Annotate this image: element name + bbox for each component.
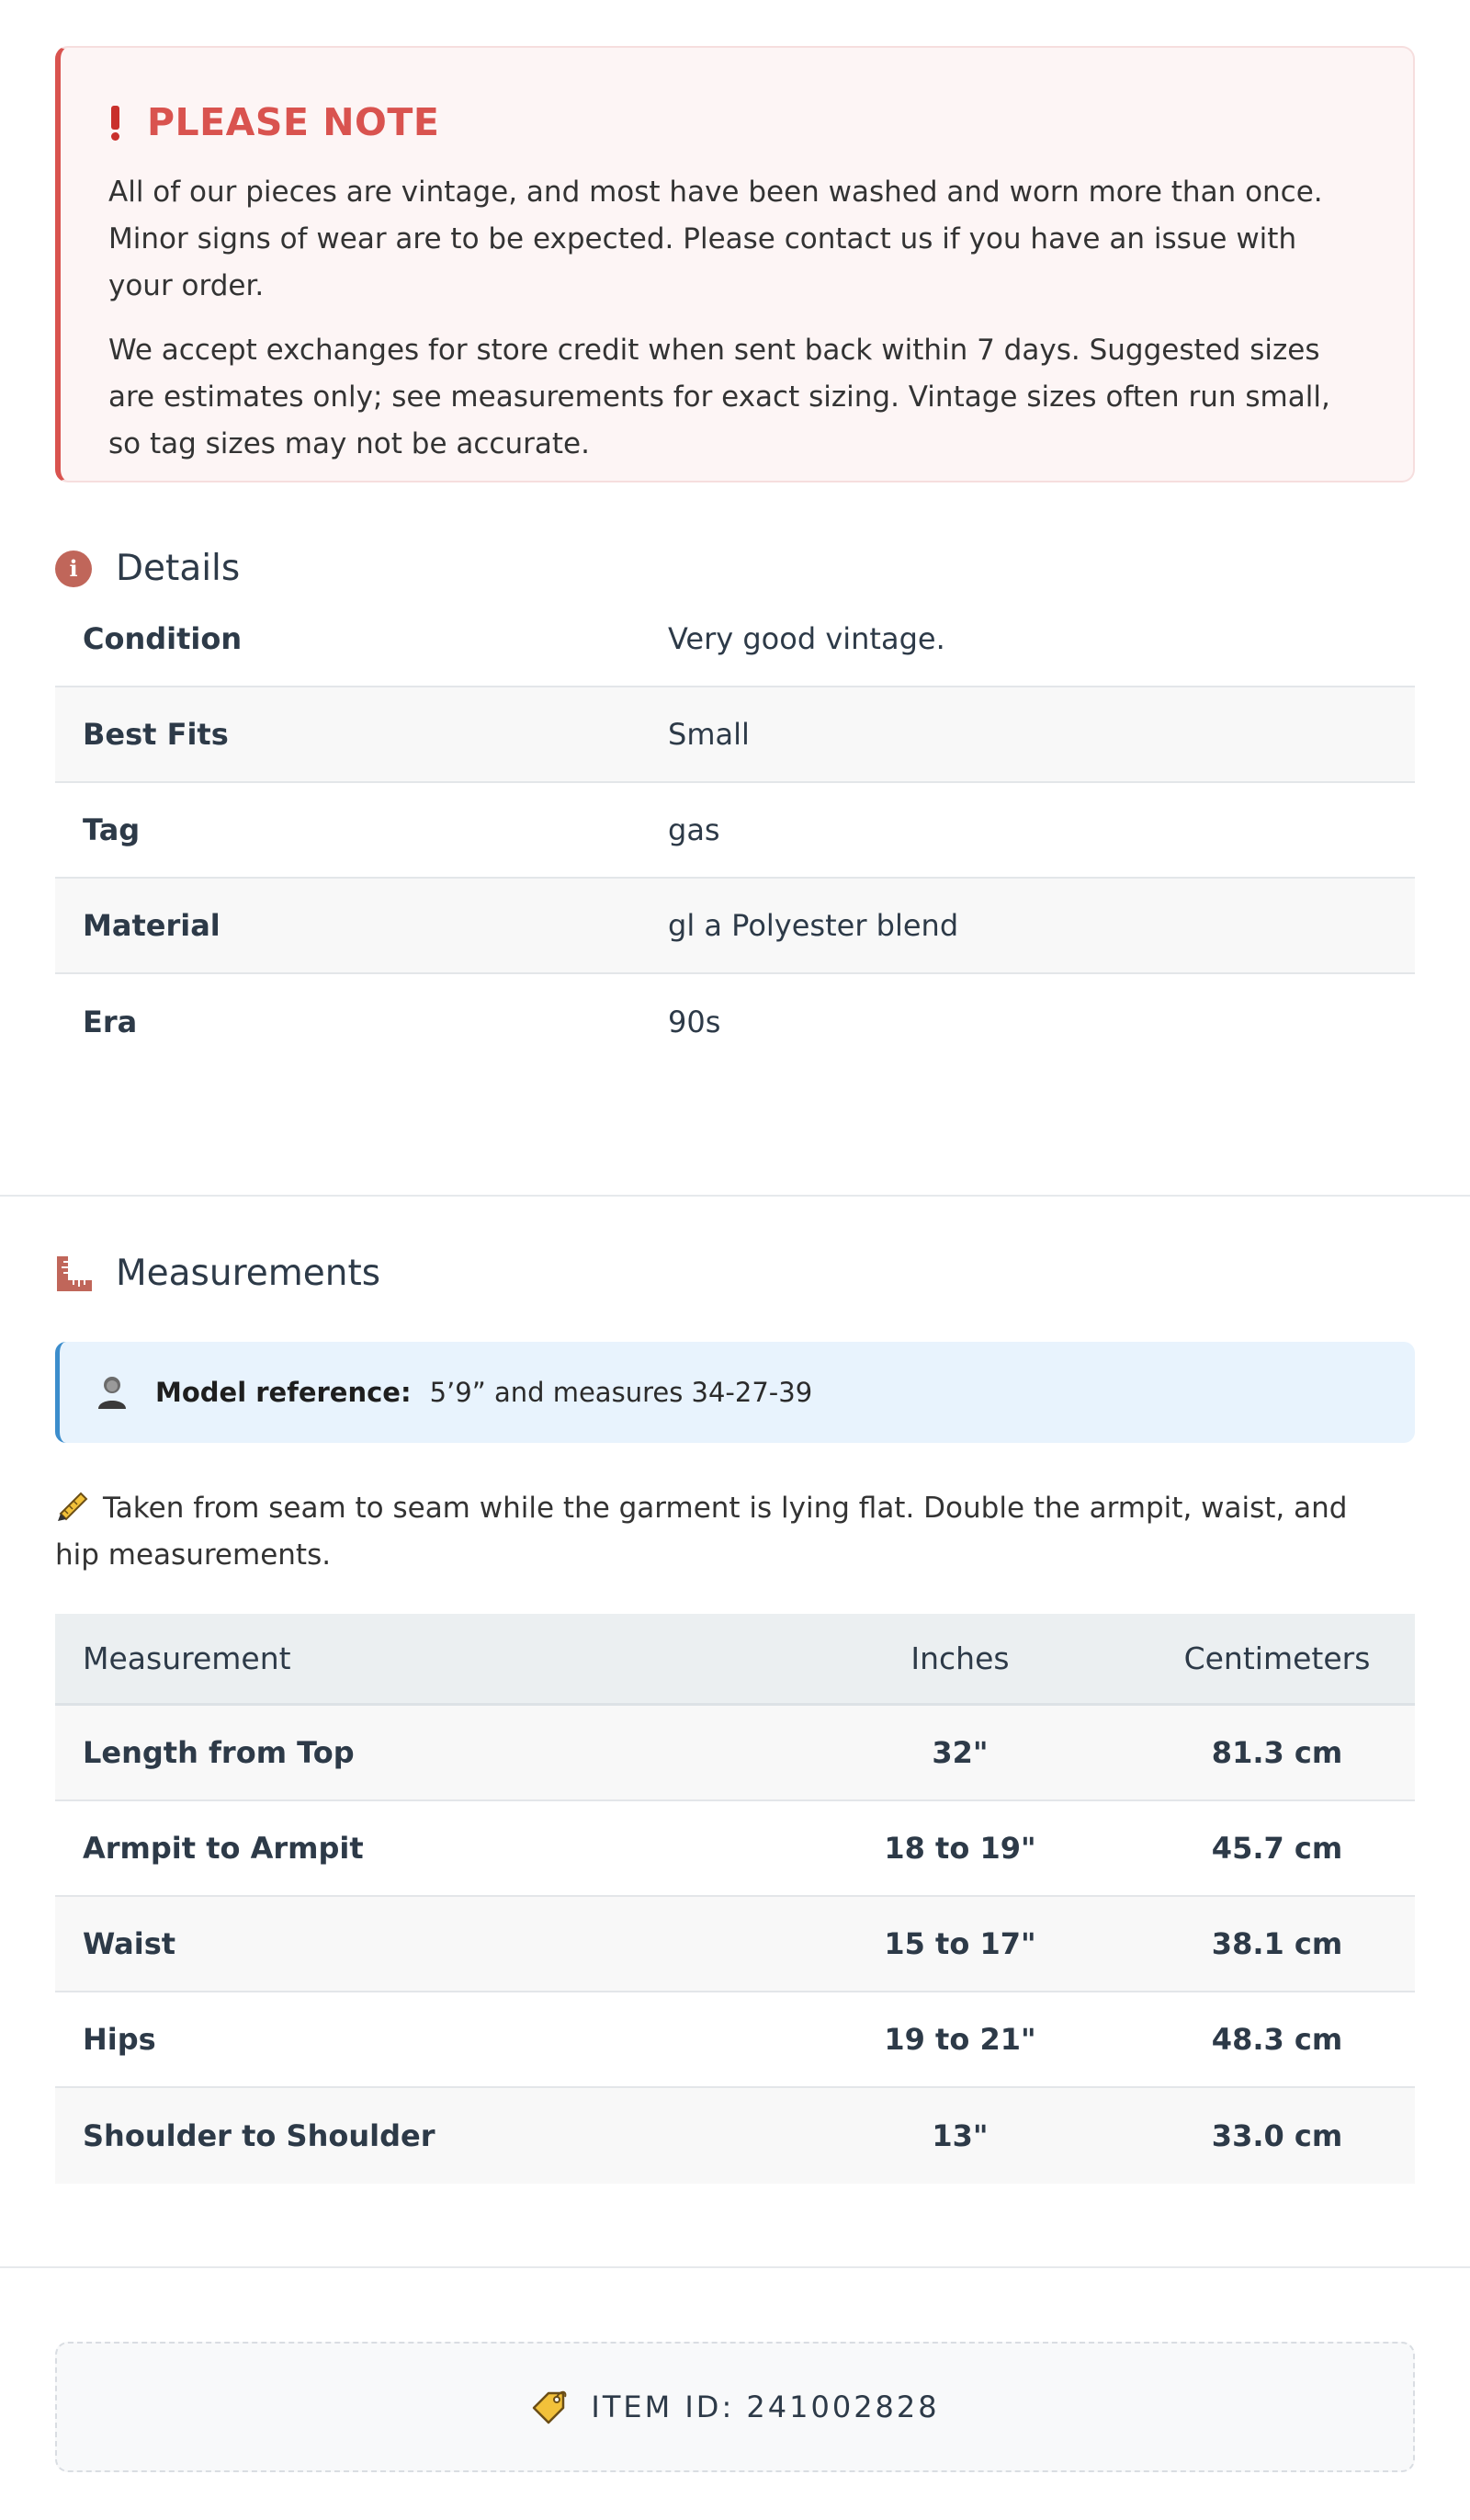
section-divider xyxy=(0,2266,1470,2268)
pencil-icon xyxy=(55,1486,92,1523)
info-icon: i xyxy=(55,551,92,587)
measurements-title: Measurements xyxy=(116,1253,381,1294)
measurement-table-body xyxy=(55,1706,1415,2184)
measurement-name: Hips xyxy=(83,2022,156,2057)
measurement-table xyxy=(55,1614,1415,2184)
details-table xyxy=(55,592,1415,1070)
measurement-name: Waist xyxy=(83,1926,176,1961)
details-label: Era xyxy=(83,1005,138,1039)
details-row xyxy=(55,783,1415,879)
measurement-cm: 38.1 cm xyxy=(1211,1926,1343,1961)
measurement-cm: 48.3 cm xyxy=(1211,2022,1343,2057)
details-label: Tag xyxy=(83,812,141,847)
notice-title: PLEASE NOTE xyxy=(147,100,440,144)
details-value: Very good vintage. xyxy=(668,621,945,656)
details-header xyxy=(55,548,240,589)
table-row xyxy=(55,1801,1415,1897)
measurement-cm: 81.3 cm xyxy=(1211,1735,1343,1770)
measurement-inches: 19 to 21" xyxy=(884,2022,1036,2057)
details-label: Material xyxy=(83,908,220,943)
notice-paragraph-2: We accept exchanges for store credit when sent back within 7 days. Suggested sizes are estimates only; see measurements for exact sizing. Vintage sizes often run small, so tag sizes may not be accurate. xyxy=(108,334,1330,460)
model-value: 5’9” and measures 34-27-39 xyxy=(429,1377,813,1408)
measurement-note xyxy=(55,1485,1378,1579)
details-row xyxy=(55,592,1415,687)
details-row xyxy=(55,974,1415,1070)
measurement-inches: 18 to 19" xyxy=(884,1831,1036,1866)
model-label: Model reference: xyxy=(155,1377,412,1408)
details-value: gl a Polyester blend xyxy=(668,908,959,943)
notice-header xyxy=(108,101,1367,143)
person-icon xyxy=(95,1374,130,1411)
details-value: Small xyxy=(668,717,750,752)
measurement-note-text: Taken from seam to seam while the garment is lying flat. Double the armpit, waist, and hip measurements. xyxy=(55,1492,1348,1572)
measurement-table-header xyxy=(55,1614,1415,1706)
table-row xyxy=(55,1897,1415,1992)
table-row xyxy=(55,1992,1415,2088)
ruler-icon xyxy=(55,1254,94,1293)
model-reference xyxy=(55,1342,1415,1443)
details-title: Details xyxy=(116,548,241,589)
measurement-inches: 13" xyxy=(932,2118,989,2153)
measurement-name: Armpit to Armpit xyxy=(83,1831,364,1866)
measurement-inches: 32" xyxy=(932,1735,989,1770)
table-row xyxy=(55,1706,1415,1801)
measurement-inches: 15 to 17" xyxy=(884,1926,1036,1961)
item-id-text: ITEM ID: 241002828 xyxy=(591,2389,940,2424)
measurement-cm: 45.7 cm xyxy=(1211,1831,1343,1866)
measurement-name: Shoulder to Shoulder xyxy=(83,2118,435,2153)
details-label: Condition xyxy=(83,621,243,656)
header-measurement: Measurement xyxy=(83,1640,291,1676)
details-value: 90s xyxy=(668,1005,721,1039)
details-label: Best Fits xyxy=(83,717,229,752)
header-centimeters: Centimeters xyxy=(1183,1640,1371,1676)
measurement-cm: 33.0 cm xyxy=(1211,2118,1343,2153)
notice-box xyxy=(55,46,1415,482)
measurements-header xyxy=(55,1253,380,1294)
header-inches: Inches xyxy=(910,1640,1010,1676)
tag-icon xyxy=(530,2388,569,2426)
details-value: gas xyxy=(668,812,720,847)
item-id-box xyxy=(55,2342,1415,2472)
notice-paragraph-1: All of our pieces are vintage, and most have been washed and worn more than once. Minor signs of wear are to be expected. Please contact us if you have an issue with your order. xyxy=(108,176,1323,302)
measurement-name: Length from Top xyxy=(83,1735,355,1770)
details-row xyxy=(55,687,1415,783)
table-row xyxy=(55,2088,1415,2184)
details-row xyxy=(55,879,1415,974)
section-divider xyxy=(0,1195,1470,1197)
exclamation-icon xyxy=(108,104,121,141)
